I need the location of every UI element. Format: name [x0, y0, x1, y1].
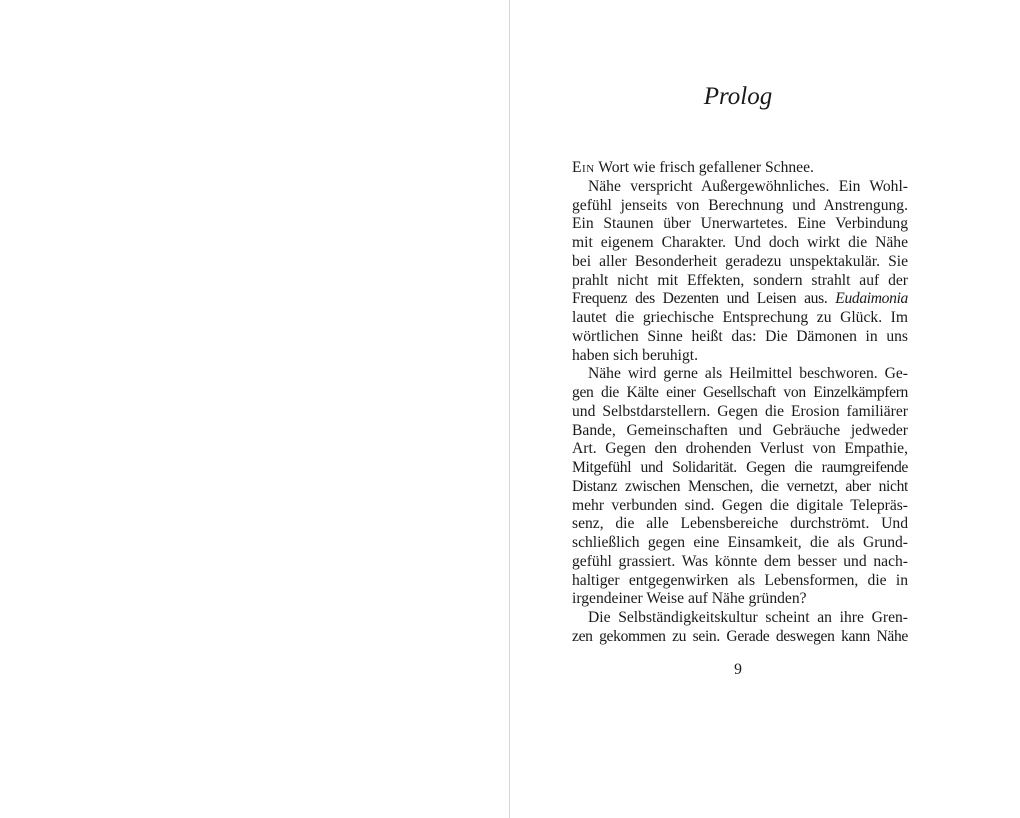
page-number: 9 — [734, 661, 742, 678]
text-line: gefühl grassiert. Was könnte dem besser und nach- — [572, 552, 908, 570]
text-line: Nähe wird gerne als Heilmittel beschworen. Ge- — [588, 365, 908, 383]
text-line: gen die Kälte einer Gesellschaft von Einzelkämpfern — [572, 384, 908, 401]
text-line: bei aller Besonderheit geradezu unspektakulär. Sie — [572, 252, 908, 270]
text-line: mehr verbunden sind. Gegen die digitale Telepräs- — [572, 496, 908, 514]
text-span: Frequenz des Dezenten und Leisen aus. — [572, 290, 836, 308]
left-page-blank — [0, 0, 509, 818]
text-line: wörtlichen Sinne heißt das: Die Dämonen in uns — [572, 327, 908, 345]
text-line: Mitgefühl und Solidarität. Gegen die raumgreifende — [572, 459, 908, 476]
text-line: Distanz zwischen Menschen, die vernetzt, aber nicht — [572, 477, 908, 495]
text-line: Ein Staunen über Unerwartetes. Eine Verbindung — [572, 215, 908, 233]
text-line: Bande, Gemeinschaften und Gebräuche jedweder — [572, 421, 908, 439]
text-line: mit eigenem Charakter. Und doch wirkt die Nähe — [572, 234, 908, 251]
text-line: Die Selbständigkeitskultur scheint an ihre Gren- — [588, 609, 908, 626]
italic-term: Eudaimonia — [835, 290, 908, 308]
body-text — [572, 159, 908, 647]
text-line: prahlt nicht mit Effekten, sondern strahlt auf der — [572, 271, 908, 289]
text-line: Nähe verspricht Außergewöhnliches. Ein Wohl- — [588, 177, 908, 195]
text-line — [572, 159, 908, 178]
right-page — [510, 0, 1020, 818]
text-line: irgendeiner Weise auf Nähe gründen? — [572, 590, 807, 608]
text-line: zen gekommen zu sein. Gerade deswegen kann Nähe — [572, 627, 908, 645]
text-line: und Selbstdarstellern. Gegen die Erosion familiärer — [572, 402, 908, 420]
text-line: Art. Gegen den drohenden Verlust von Empathie, — [572, 440, 908, 458]
lead-in-small-caps: Ein — [572, 159, 595, 176]
text-span: Wort wie frisch gefallener Schnee. — [594, 159, 814, 176]
chapter-title: Prolog — [703, 83, 773, 110]
text-line: senz, die alle Lebensbereiche durchströmt. Und — [572, 515, 908, 533]
text-line — [572, 290, 908, 309]
text-line: lautet die griechische Entsprechung zu Glück. Im — [572, 309, 908, 326]
text-line: schließlich gegen eine Einsamkeit, die als Grund- — [572, 534, 908, 551]
text-line: haben sich beruhigt. — [572, 346, 699, 364]
text-line: gefühl jenseits von Berechnung und Anstrengung. — [572, 196, 908, 214]
text-line: haltiger entgegenwirken als Lebensformen, die in — [572, 571, 908, 589]
